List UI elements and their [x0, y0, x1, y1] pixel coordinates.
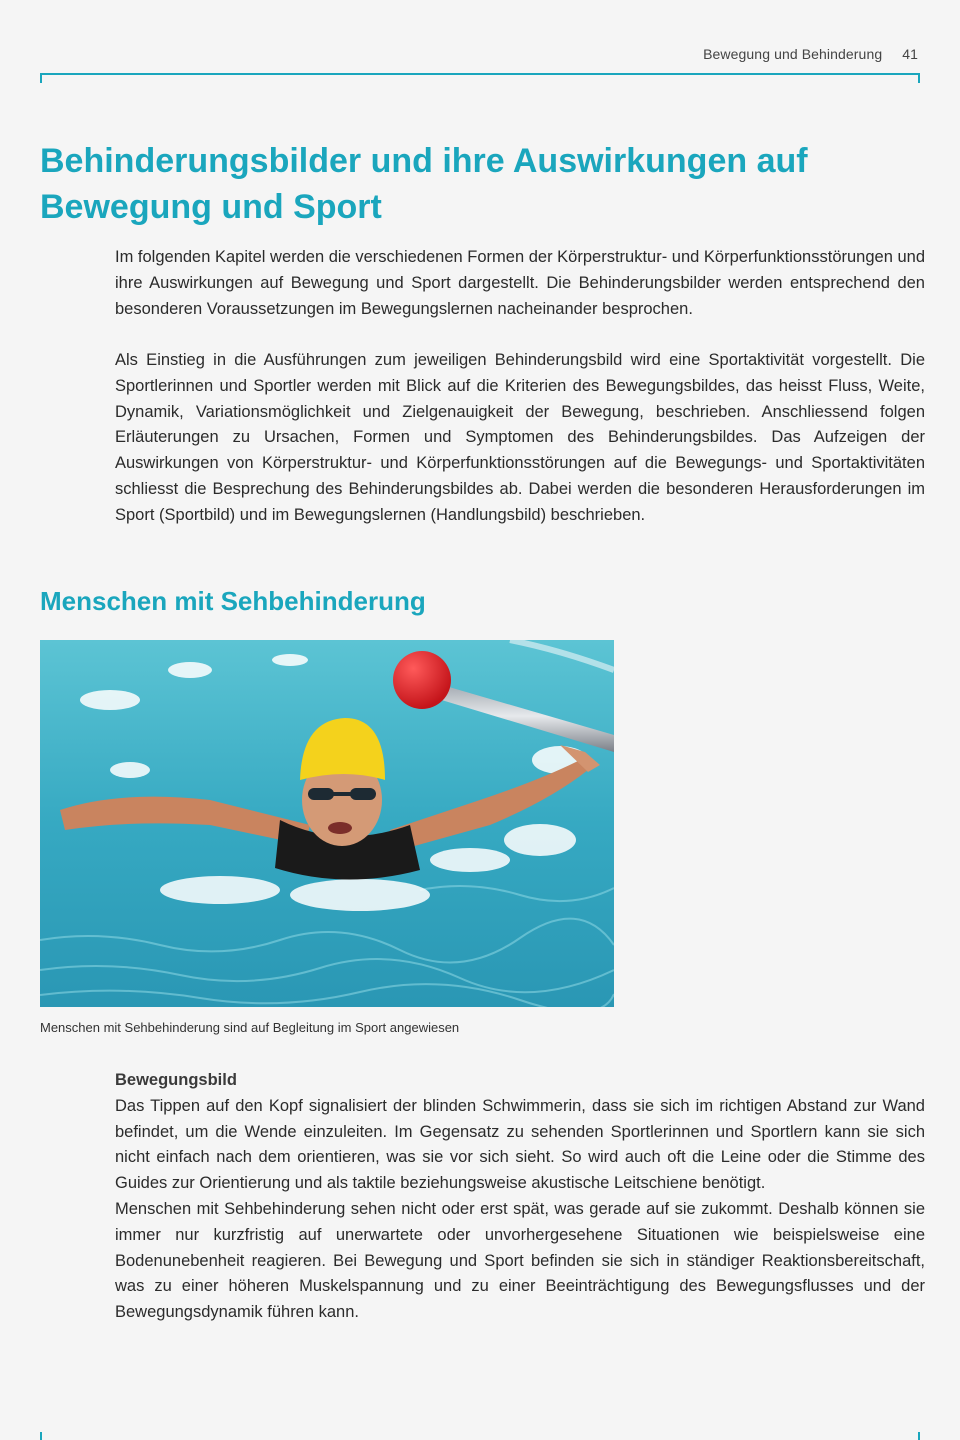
bottom-margin-tick-left	[40, 1432, 42, 1440]
running-title: Bewegung und Behinderung	[703, 46, 883, 62]
intro-paragraph-2: Als Einstieg in die Ausführungen zum jeweiligen Behinderungsbild wird eine Sportaktivität vorgestellt. Die Sportlerinnen und Sportler werden mit Blick auf die Kriterien des Bewegungsbildes, das heisst Fluss, Weite, Dynamik, Variationsmöglichkeit und Zielgenauigkeit der Bewegung, beschrieben. Anschliessend folgen Erläuterungen zu Ursachen, Formen und Symptomen des Behinderungsbildes. Das Aufzeigen der Auswirkungen von Körperstruktur- und Körperfunktionsstörungen auf die Bewegungs- und Sportaktivitäten schliesst die Besprechung des Behinderungsbildes ab. Dabei werden die besonderen Herausforderungen im Sport (Sportbild) und im Bewegungslernen (Handlungsbild) beschrieben.	[115, 351, 925, 524]
subheading: Bewegungsbild	[115, 1071, 237, 1089]
bottom-margin-tick-right	[918, 1432, 920, 1440]
bewegungsbild-block	[115, 1068, 925, 1326]
bewegungsbild-paragraph-2: Menschen mit Sehbehinderung sehen nicht oder erst spät, was gerade auf sie zukommt. Deshalb können sie immer nur kurzfristig auf unerwartete oder unvorhergesehene Situationen wie beispielsweise eine Bodenunebenheit reagieren. Bei Bewegung und Sport befinden sie sich in ständiger Reaktionsbereitschaft, was zu einer höheren Muskelspannung und zu einer Beeinträchtigung des Bewegungsflusses und der Bewegungsdynamik führen kann.	[115, 1199, 925, 1322]
intro-paragraph-1: Im folgenden Kapitel werden die verschiedenen Formen der Körperstruktur- und Körperfunktionsstörungen und ihre Auswirkungen auf Bewegung und Sport dargestellt. Die Behinderungsbilder werden entsprechend den besonderen Voraussetzungen im Bewegungslernen nacheinander besprochen.	[115, 248, 925, 318]
section-title: Menschen mit Sehbehinderung	[40, 586, 426, 616]
page-number: 41	[902, 46, 918, 62]
header-rule	[40, 73, 920, 83]
bewegungsbild-paragraph-1: Das Tippen auf den Kopf signalisiert der blinden Schwimmerin, dass sie sich im richtigen Abstand zur Wand befindet, um die Wende einzuleiten. Im Gegensatz zu sehenden Sportlerinnen und Sportlern kann sie sich nicht einfach nach dem orientieren, was sie vor sich sieht. So wird auch oft die Leine oder die Stimme des Guides zur Orientierung und als taktile beziehungsweise akustische Leitschiene benötigt.	[115, 1096, 925, 1193]
swimmer-photo	[40, 640, 614, 1007]
running-header	[703, 46, 918, 62]
photo-caption: Menschen mit Sehbehinderung sind auf Begleitung im Sport angewiesen	[40, 1020, 460, 1035]
chapter-title: Behinderungsbilder und ihre Auswirkungen auf Bewegung und Sport	[40, 142, 808, 226]
